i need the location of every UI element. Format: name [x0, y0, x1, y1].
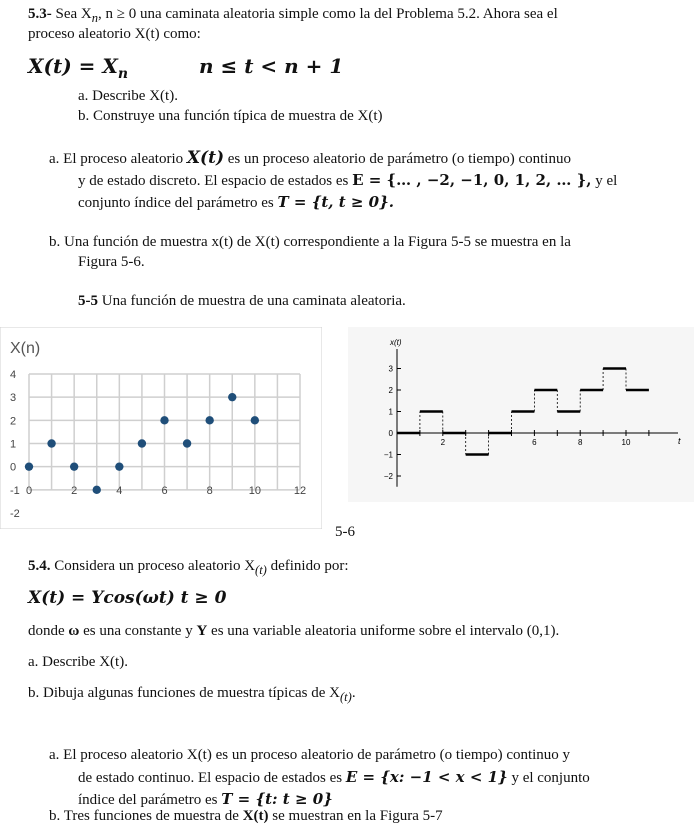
- statement-text: Considera un proceso aleatorio X: [50, 558, 256, 574]
- answer-a-line-3: [78, 192, 394, 213]
- equation-condition: n ≤ t < n + 1: [199, 54, 344, 78]
- subscript-t: (t): [340, 690, 352, 704]
- where-text: donde: [28, 623, 69, 639]
- y-tick-label: 4: [10, 369, 17, 381]
- equation-subscript: n: [117, 66, 129, 82]
- data-point: [93, 486, 101, 494]
- y-tick-label: 0: [10, 461, 17, 474]
- x-t-bold: X(t): [242, 808, 269, 824]
- y-tick-label: −1: [383, 450, 393, 460]
- item-b-text: b. Dibuja algunas funciones de muestra típicas de X: [28, 685, 340, 701]
- problem-5-4-item-b: [28, 683, 356, 707]
- x-tick-label: 0: [25, 484, 33, 497]
- data-point: [115, 462, 123, 470]
- problem-5-4-item-a: a. Describe X(t).: [28, 654, 128, 670]
- y-tick-label: 1: [388, 407, 393, 417]
- y-tick-label: −2: [383, 472, 393, 481]
- x-axis-label: t: [678, 436, 681, 446]
- y-tick-label: -1: [10, 484, 20, 497]
- equation-x-t: [28, 54, 128, 82]
- answer-text: índice del parámetro es: [78, 792, 222, 808]
- x-tick-label: 8: [577, 438, 583, 447]
- figure-caption-text: Una función de muestra de una caminata aleatoria.: [98, 293, 406, 309]
- x-tick-label: 2: [440, 438, 446, 447]
- answer-b-line-1: b. Una función de muestra x(t) de X(t) correspondiente a la Figura 5-5 se muestra en la: [49, 234, 571, 250]
- data-point: [160, 416, 168, 424]
- equation-left: X(t) = X: [28, 54, 118, 78]
- data-point: [228, 393, 236, 401]
- answer-text: a. El proceso aleatorio: [49, 151, 187, 167]
- subscript-n: n: [91, 11, 98, 25]
- x-tick-label: 8: [206, 484, 213, 497]
- where-text-mid: es una constante y: [79, 623, 197, 639]
- y-tick-label: 1: [10, 438, 17, 451]
- answer-text: b. Tres funciones de muestra de: [49, 808, 243, 824]
- random-walk-scatter-chart: [0, 327, 322, 529]
- x-tick-label: 6: [161, 484, 168, 497]
- problem-5-3-statement-line-2: proceso aleatorio X(t) como:: [28, 26, 201, 42]
- x-tick-label: 6: [532, 438, 537, 447]
- item-a: a. Describe X(t).: [78, 88, 178, 104]
- problem-5-4-answer-a-line-2: [78, 767, 590, 788]
- data-point: [205, 416, 213, 424]
- answer-a-line-1: [49, 148, 571, 169]
- y-tick-label: 2: [10, 415, 17, 428]
- data-point: [138, 439, 146, 447]
- x-tick-label: 10: [621, 438, 631, 447]
- answer-text: conjunto índice del parámetro es: [78, 195, 278, 211]
- data-point: [70, 462, 78, 470]
- y-axis-label: X(n): [10, 340, 41, 357]
- answer-text-cont: es un proceso aleatorio de parámetro (o tiempo) continuo: [224, 151, 571, 167]
- figure-5-6-label: 5-6: [335, 524, 355, 540]
- parameter-index-set: T = {t, t ≥ 0}.: [277, 193, 394, 211]
- x-tick-label: 10: [248, 484, 261, 497]
- statement-text: Sea X: [51, 6, 92, 22]
- answer-text-end: se muestran en la Figura 5-7: [268, 808, 443, 824]
- y-tick-label: 3: [10, 392, 17, 405]
- data-point: [251, 416, 259, 424]
- problem-5-4-answer-b: [49, 806, 443, 826]
- y-symbol: Y: [196, 623, 208, 639]
- x-tick-label: 12: [293, 484, 307, 497]
- y-tick-label: 0: [388, 429, 393, 438]
- subscript-t: (t): [255, 563, 267, 577]
- equation-y-cos: X(t) = Ycos(ωt) t ≥ 0: [28, 588, 227, 608]
- answer-text: de estado continuo. El espacio de estados es: [78, 770, 346, 786]
- parameter-index-set: T = {t: t ≥ 0}: [221, 790, 333, 808]
- statement-condition: , n ≥ 0 una caminata aleatoria simple como la del Problema 5.2. Ahora sea el: [98, 6, 558, 22]
- omega-symbol: ω: [68, 623, 80, 639]
- state-space-set: E = {… , −2, −1, 0, 1, 2, … },: [352, 171, 592, 189]
- y-tick-label: 3: [388, 364, 393, 374]
- item-b-end: .: [351, 685, 356, 701]
- data-point: [47, 439, 55, 447]
- y-axis-label: x(t): [390, 338, 402, 347]
- data-point: [25, 462, 33, 470]
- problem-number: 5.4.: [28, 558, 51, 574]
- figure-number: 5-5: [78, 293, 98, 309]
- answer-text-end: y el conjunto: [507, 770, 590, 786]
- answer-b-line-2: Figura 5-6.: [78, 254, 145, 270]
- problem-5-4-answer-a-line-1: a. El proceso aleatorio X(t) es un proceso aleatorio de parámetro (o tiempo) continuo y: [49, 747, 571, 763]
- figure-5-5-caption: [78, 291, 406, 311]
- math-x-t: X(t): [186, 148, 224, 168]
- where-text-end: es una variable aleatoria uniforme sobre el intervalo (0,1).: [207, 623, 560, 639]
- answer-a-line-2: [78, 170, 617, 191]
- data-point: [183, 439, 191, 447]
- chart-frame: [0, 327, 322, 529]
- y-tick-label: 2: [388, 386, 393, 395]
- answer-text: y de estado discreto. El espacio de estados es: [78, 173, 353, 189]
- state-space-interval: E = {x: −1 < x < 1}: [345, 768, 508, 786]
- problem-number: 5.3-: [28, 6, 52, 22]
- sample-function-step-chart: [348, 327, 694, 502]
- x-tick-label: 2: [71, 484, 78, 497]
- statement-end: definido por:: [266, 558, 349, 574]
- problem-5-4-where-line: [28, 621, 559, 641]
- x-tick-label: 4: [116, 484, 123, 497]
- problem-5-4-statement: [28, 556, 349, 580]
- y-tick-label: -2: [10, 508, 20, 520]
- item-b: b. Construye una función típica de muestra de X(t): [78, 108, 383, 124]
- answer-text-end: y el: [591, 173, 618, 189]
